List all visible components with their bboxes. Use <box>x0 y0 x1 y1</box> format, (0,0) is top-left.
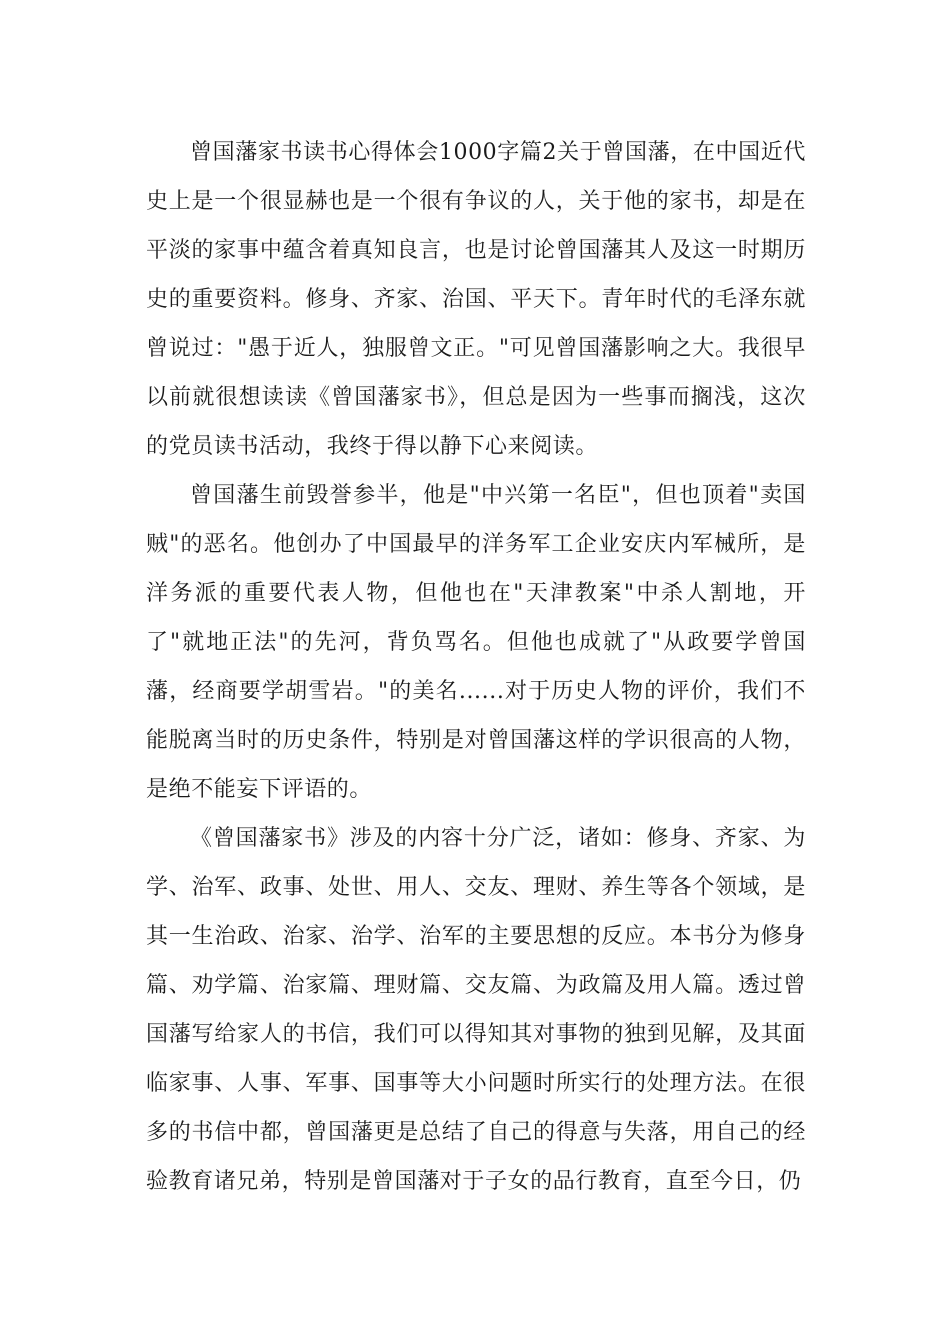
paragraph-3: 《曾国藩家书》涉及的内容十分广泛，诸如：修身、齐家、为学、治军、政事、处世、用人、交友、理财、养生等各个领域，是其一生治政、治家、治学、治军的主要思想的反应。本书分为修身篇、劝学篇、治家篇、理财篇、交友篇、为政篇及用人篇。透过曾国藩写给家人的书信，我们可以得知其对事物的独到见解，及其面临家事、人事、军事、国事等大小问题时所实行的处理方法。在很多的书信中都，曾国藩更是总结了自己的得意与失落，用自己的经验教育诸兄弟，特别是曾国藩对于子女的品行教育，直至今日，仍 <box>146 826 806 1194</box>
document-body <box>146 128 806 1206</box>
paragraph-1: 曾国藩家书读书心得体会1000字篇2关于曾国藩，在中国近代史上是一个很显赫也是一个很有争议的人，关于他的家书，却是在平淡的家事中蕴含着真知良言，也是讨论曾国藩其人及这一时期历史的重要资料。修身、齐家、治国、平天下。青年时代的毛泽东就曾说过："愚于近人，独服曾文正。"可见曾国藩影响之大。我很早以前就很想读读《曾国藩家书》，但总是因为一些事而搁浅，这次的党员读书活动，我终于得以静下心来阅读。 <box>146 140 806 459</box>
paragraph-2: 曾国藩生前毁誉参半，他是"中兴第一名臣"，但也顶着"卖国贼"的恶名。他创办了中国最早的洋务军工企业安庆内军械所，是洋务派的重要代表人物，但他也在"天津教案"中杀人割地，开了"就地正法"的先河，背负骂名。但他也成就了"从政要学曾国藩，经商要学胡雪岩。"的美名......对于历史人物的评价，我们不能脱离当时的历史条件，特别是对曾国藩这样的学识很高的人物，是绝不能妄下评语的。 <box>146 483 806 802</box>
